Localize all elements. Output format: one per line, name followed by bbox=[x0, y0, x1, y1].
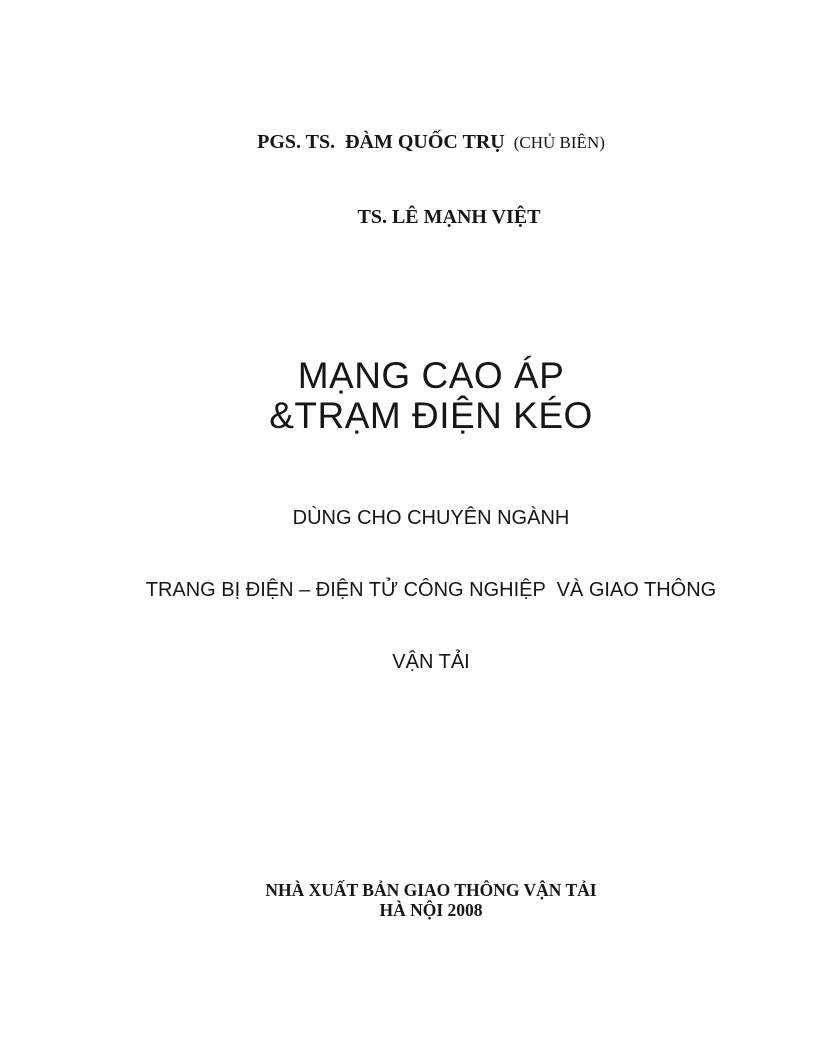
author-name-primary: PGS. TS. ĐÀM QUỐC TRỤ bbox=[257, 131, 505, 153]
author-name-secondary: TS. LÊ MẠNH VIỆT bbox=[357, 206, 541, 228]
subtitle-line-2: TRANG BỊ ĐIỆN – ĐIỆN TỬ CÔNG NGHIỆP VÀ GIAO THÔNG bbox=[145, 579, 717, 601]
subtitle-line-3: VẬN TẢI bbox=[392, 651, 470, 673]
publisher-place-year: HÀ NỘI 2008 bbox=[379, 900, 483, 920]
subtitle-line-1: DÙNG CHO CHUYÊN NGÀNH bbox=[292, 507, 570, 529]
author-line-1 bbox=[46, 130, 816, 155]
book-subtitle bbox=[46, 458, 816, 722]
publisher-block bbox=[46, 880, 816, 920]
book-title bbox=[46, 356, 816, 436]
book-title-line-2: &TRẠM ĐIỆN KÉO bbox=[269, 395, 593, 436]
book-title-line-1: MẠNG CAO ÁP bbox=[297, 355, 565, 396]
author-line-2 bbox=[46, 205, 816, 230]
publisher-name: NHÀ XUẤT BẢN GIAO THÔNG VẬN TẢI bbox=[265, 880, 597, 900]
editor-role-label: (CHỦ BIÊN) bbox=[513, 133, 605, 152]
author-block bbox=[46, 80, 816, 280]
